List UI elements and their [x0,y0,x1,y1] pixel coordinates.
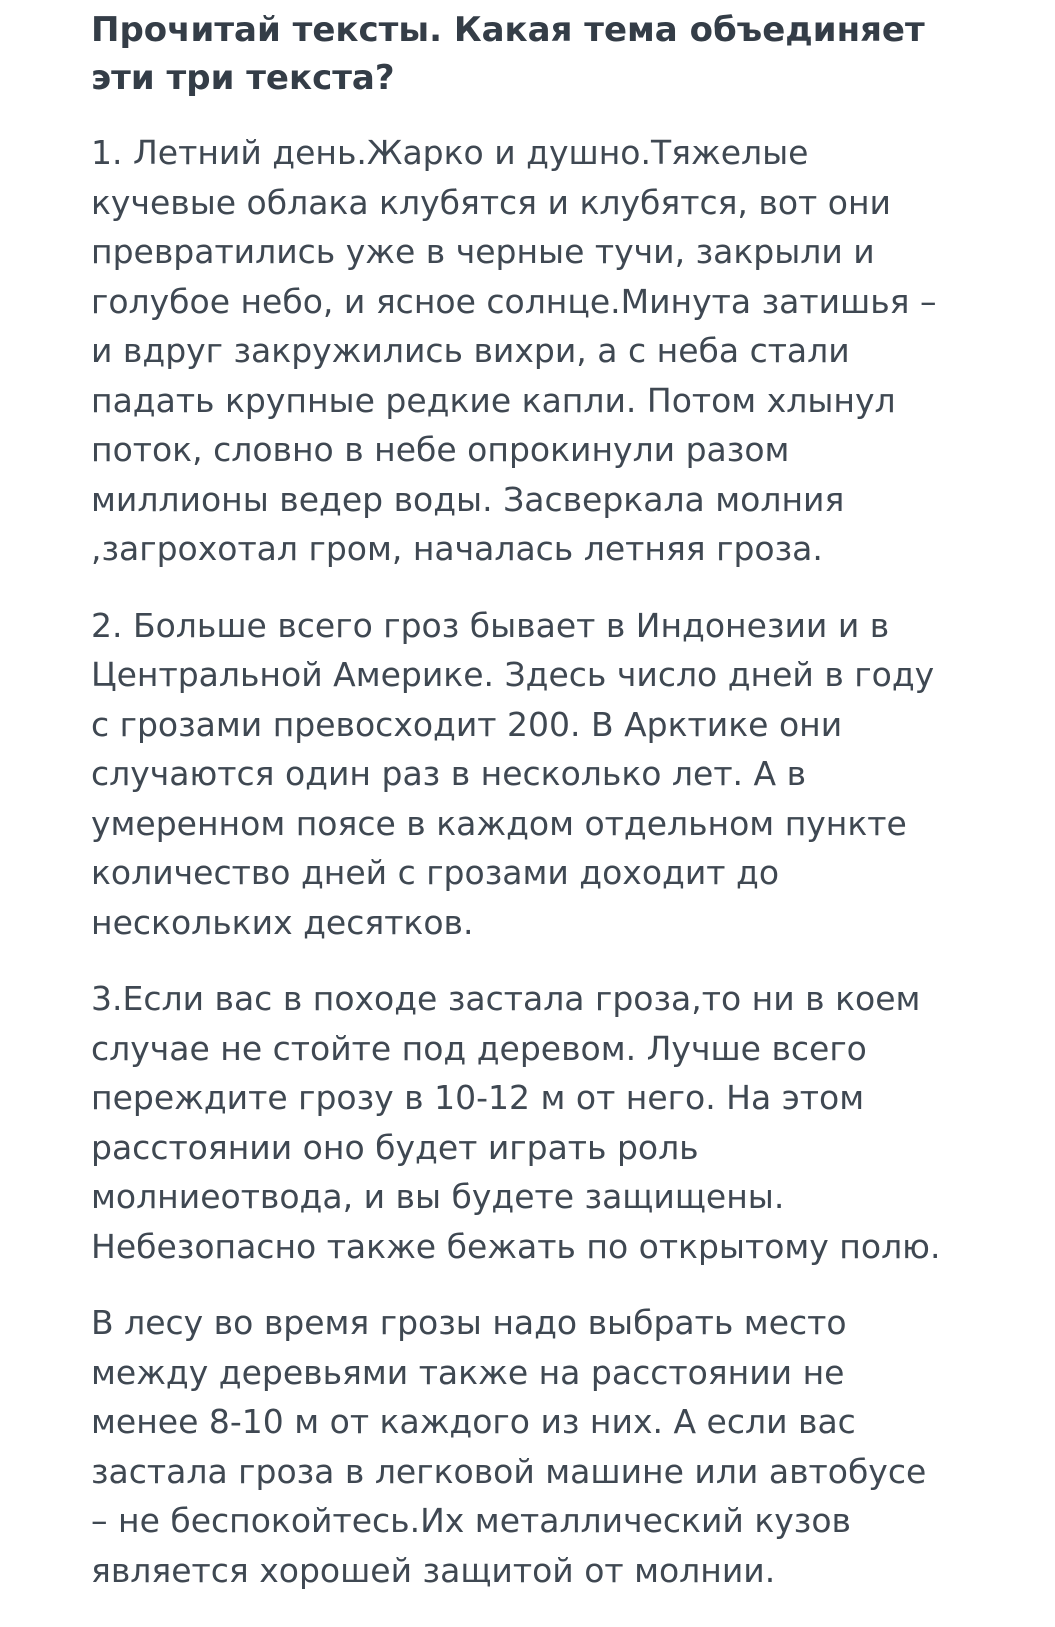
text-1-summer-storm: 1. Летний день.Жарко и душно.Тяжелые кучевые облака клубятся и клубятся, вот они превратились уже в черные тучи, закрыли и голубое небо, и ясное солнце.Минута затишья – и вдруг закружились вихри, а с неба стали падать крупные редкие капли. Потом хлынул поток, словно в небе опрокинули разом миллионы ведер воды. Засверкала молния ,загрохотал гром, началась летняя гроза. [91,133,937,568]
document-page [91,6,991,1595]
text-3-safety-hiking: 3.Если вас в походе застала гроза,то ни в коем случае не стойте под деревом. Лучше всего переждите грозу в 10-12 м от него. На этом расстоянии оно будет играть роль молниеотвода, и вы будете защищены. Небезопасно также бежать по открытому полю. [91,979,941,1266]
text-3-safety-forest-car: В лесу во время грозы надо выбрать место между деревьями также на расстоянии не менее 8-10 м от каждого из них. А если вас застала гроза в легковой машине или автобусе – не беспокойтесь.Их металлический кузов является хорошей защитой от молнии. [91,1303,927,1590]
text-2-storm-geography: 2. Больше всего гроз бывает в Индонезии и в Центральной Америке. Здесь число дней в году с грозами превосходит 200. В Арктике они случаются один раз в несколько лет. А в умеренном поясе в каждом отдельном пункте количество дней с грозами доходит до нескольких десятков. [91,605,935,942]
question-heading: Прочитай тексты. Какая тема объединяет эти три текста? [91,10,925,98]
